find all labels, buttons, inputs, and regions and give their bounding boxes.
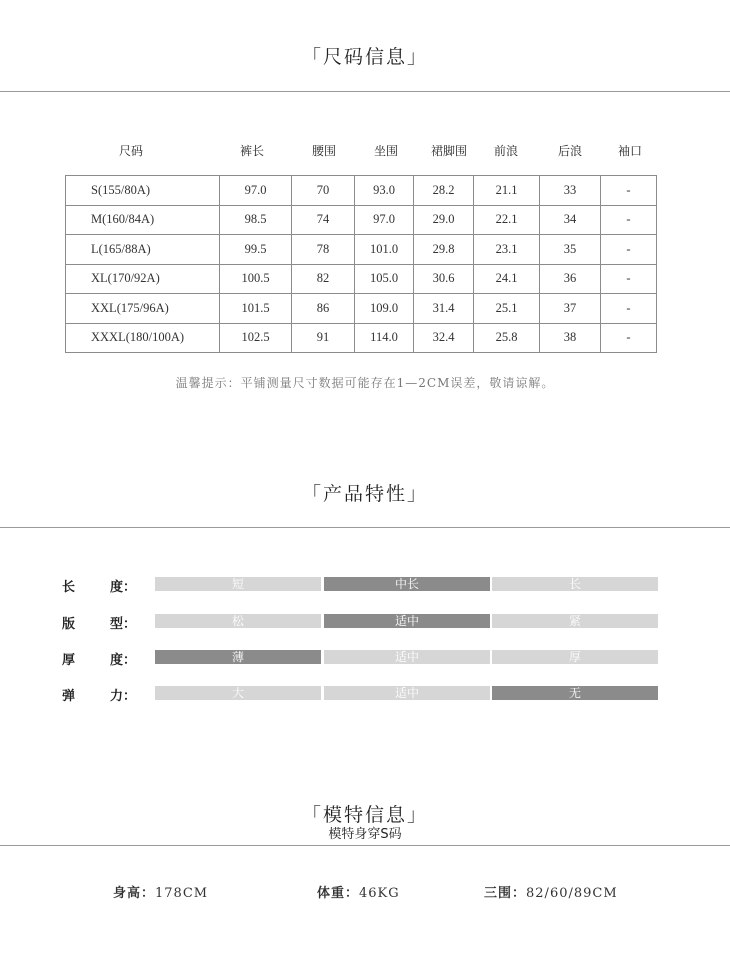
table-row (66, 235, 657, 265)
measurement-cell: 74 (292, 205, 355, 235)
measurement-cell: - (601, 235, 657, 265)
size-cell: L(165/88A) (66, 235, 220, 265)
measurement-cell: - (601, 264, 657, 294)
measurement-cell: 99.5 (220, 235, 292, 265)
model-size-note: 模特身穿S码 (328, 827, 402, 842)
measurement-cell: 102.5 (220, 323, 292, 353)
measurement-cell: 86 (292, 294, 355, 324)
model-measurements (484, 882, 618, 901)
feature-option-bar: 无 (492, 686, 658, 700)
header-size: 尺码 (118, 144, 143, 158)
measurement-cell: 30.6 (414, 264, 474, 294)
size-cell: XXXL(180/100A) (66, 323, 220, 353)
measurement-cell: 34 (540, 205, 601, 235)
measurement-cell: 38 (540, 323, 601, 353)
header-waist: 腰围 (311, 144, 336, 158)
feature-label-char: 长 (62, 580, 76, 595)
measurement-cell: 28.2 (414, 176, 474, 206)
measurement-cell: 109.0 (355, 294, 414, 324)
table-row (66, 323, 657, 353)
product-features-title: 「产品特性」 (301, 483, 428, 505)
table-row (66, 205, 657, 235)
feature-option-bar: 适中 (324, 686, 490, 700)
measurement-cell: 22.1 (474, 205, 540, 235)
measurement-cell: 101.5 (220, 294, 292, 324)
model-info-title: 「模特信息」 (301, 804, 428, 826)
measurement-cell: 32.4 (414, 323, 474, 353)
model-height-label: 身高： (113, 886, 156, 901)
measurement-cell: - (601, 205, 657, 235)
table-row (66, 176, 657, 206)
feature-option-bar: 适中 (324, 650, 490, 664)
model-measurements-value: 82/60/89CM (526, 886, 618, 901)
table-row (66, 294, 657, 324)
measurement-cell: 70 (292, 176, 355, 206)
size-info-title: 「尺码信息」 (301, 46, 428, 68)
feature-label-char: 度： (110, 653, 137, 668)
header-front-rise: 前浪 (493, 144, 518, 158)
size-cell: XXL(175/96A) (66, 294, 220, 324)
model-info-divider (0, 845, 730, 846)
measurement-cell: 37 (540, 294, 601, 324)
measurement-cell: 33 (540, 176, 601, 206)
feature-label-char: 版 (62, 617, 76, 632)
header-back-rise: 后浪 (557, 144, 582, 158)
header-hip: 坐围 (373, 144, 398, 158)
measurement-cell: 100.5 (220, 264, 292, 294)
feature-label-char: 弹 (62, 689, 76, 704)
measurement-cell: 31.4 (414, 294, 474, 324)
measurement-cell: 25.1 (474, 294, 540, 324)
measurement-cell: 97.0 (220, 176, 292, 206)
measurement-cell: 24.1 (474, 264, 540, 294)
size-cell: S(155/80A) (66, 176, 220, 206)
header-hem: 裙脚围 (430, 144, 467, 158)
measurement-cell: 114.0 (355, 323, 414, 353)
feature-label-char: 度： (110, 580, 137, 595)
measurement-cell: 97.0 (355, 205, 414, 235)
feature-option-bar: 大 (155, 686, 321, 700)
feature-option-bar: 长 (492, 577, 658, 591)
feature-option-bar: 薄 (155, 650, 321, 664)
feature-label-char: 力： (110, 689, 137, 704)
measurement-cell: 91 (292, 323, 355, 353)
measurement-cell: 93.0 (355, 176, 414, 206)
feature-option-bar: 中长 (324, 577, 490, 591)
product-features-divider (0, 527, 730, 528)
size-cell: M(160/84A) (66, 205, 220, 235)
measurement-cell: 23.1 (474, 235, 540, 265)
measurement-cell: 98.5 (220, 205, 292, 235)
measurement-cell: 105.0 (355, 264, 414, 294)
feature-label-char: 型： (110, 617, 137, 632)
model-weight-label: 体重： (317, 886, 360, 901)
model-height-value: 178CM (155, 886, 209, 901)
feature-option-bar: 松 (155, 614, 321, 628)
model-weight-value: 46KG (359, 886, 400, 901)
measurement-cell: - (601, 323, 657, 353)
size-tip: 温馨提示：平铺测量尺寸数据可能存在1—2CM误差，敬请谅解。 (175, 376, 555, 390)
model-measurements-label: 三围： (484, 886, 527, 901)
measurement-cell: 78 (292, 235, 355, 265)
measurement-cell: 35 (540, 235, 601, 265)
measurement-cell: - (601, 176, 657, 206)
measurement-cell: 36 (540, 264, 601, 294)
measurement-cell: 21.1 (474, 176, 540, 206)
measurement-cell: - (601, 294, 657, 324)
measurement-cell: 25.8 (474, 323, 540, 353)
table-row (66, 264, 657, 294)
measurement-cell: 29.8 (414, 235, 474, 265)
feature-option-bar: 厚 (492, 650, 658, 664)
size-info-divider (0, 91, 730, 92)
feature-label-char: 厚 (62, 653, 76, 668)
measurement-cell: 101.0 (355, 235, 414, 265)
header-cuff: 袖口 (617, 144, 642, 158)
size-cell: XL(170/92A) (66, 264, 220, 294)
feature-option-bar: 短 (155, 577, 321, 591)
measurement-cell: 82 (292, 264, 355, 294)
feature-option-bar: 紧 (492, 614, 658, 628)
measurement-cell: 29.0 (414, 205, 474, 235)
size-table (65, 175, 657, 353)
model-height (113, 882, 208, 901)
header-pants-length: 裤长 (239, 144, 264, 158)
feature-option-bar: 适中 (324, 614, 490, 628)
model-weight (317, 882, 400, 901)
